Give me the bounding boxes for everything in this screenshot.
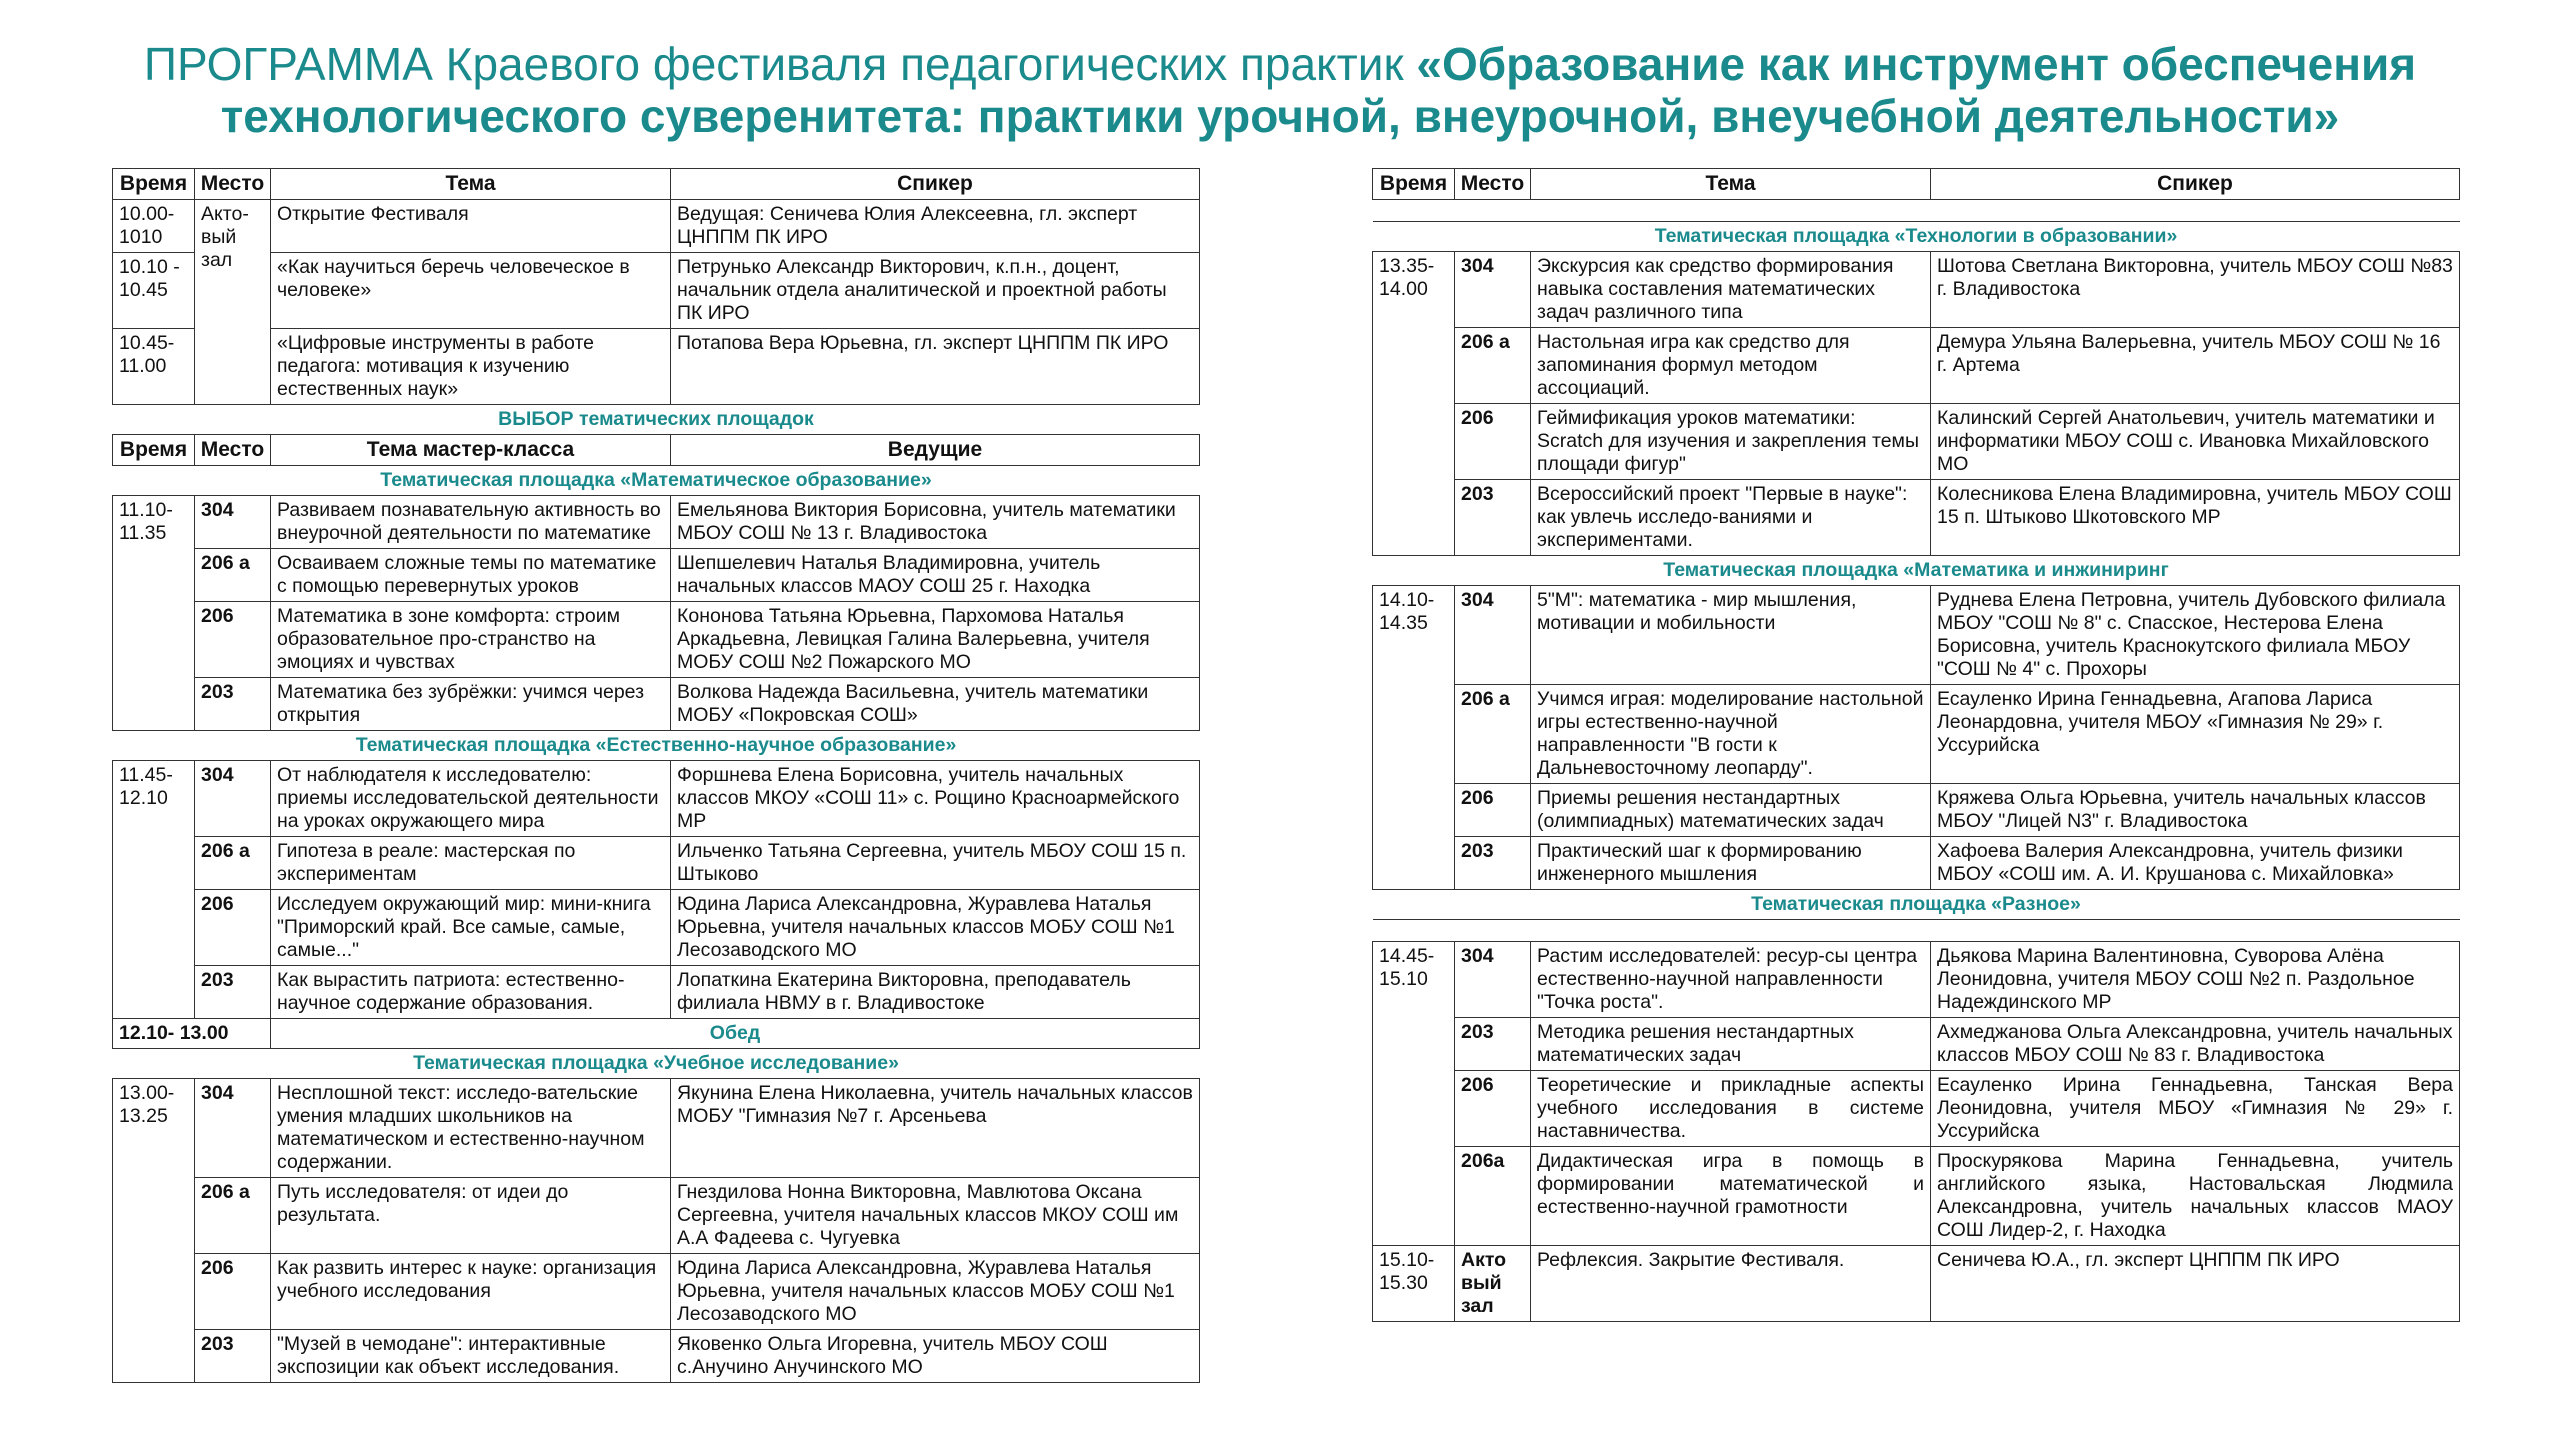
table-row xyxy=(1373,586,2460,685)
speaker-cell: Яковенко Ольга Игоревна, учитель МБОУ СОШ с.Анучино Анучинского МО xyxy=(671,1330,1200,1383)
table-row xyxy=(113,761,1200,837)
time-cell: 11.10-11.35 xyxy=(113,496,195,731)
section-title-research: Тематическая площадка «Учебное исследование» xyxy=(113,1049,1200,1079)
speaker-cell: Волкова Надежда Васильевна, учитель математики МОБУ «Покровская СОШ» xyxy=(671,678,1200,731)
place-cell: 206 а xyxy=(195,837,271,890)
speaker-cell: Есауленко Ирина Геннадьевна, Агапова Лариса Леонардовна, учителя МБОУ «Гимназия № 29» г. Уссурийска xyxy=(1931,685,2460,784)
table-row xyxy=(1373,837,2460,890)
speaker-cell: Якунина Елена Николаевна, учитель начальных классов МОБУ "Гимназия №7 г. Арсеньева xyxy=(671,1079,1200,1178)
time-cell: 11.45-12.10 xyxy=(113,761,195,1019)
topic-cell: Дидактическая игра в помощь в формировании математической и естественно-научной грамотности xyxy=(1531,1147,1931,1246)
topic-cell: Исследуем окружающий мир: мини-книга "Приморский край. Все самые, самые, самые..." xyxy=(271,890,671,966)
time-cell: 15.10-15.30 xyxy=(1373,1246,1455,1322)
place-cell: 206 xyxy=(195,1254,271,1330)
topic-cell: Осваиваем сложные темы по математике с помощью перевернутых уроков xyxy=(271,549,671,602)
place-cell: 203 xyxy=(195,678,271,731)
topic-cell: Как развить интерес к науке: организация учебного исследования xyxy=(271,1254,671,1330)
topic-cell: Экскурсия как средство формирования навыка составления математических задач различного типа xyxy=(1531,252,1931,328)
topic-cell: Математика без зубрёжки: учимся через открытия xyxy=(271,678,671,731)
topic-cell: Развиваем познавательную активность во внеурочной деятельности по математике xyxy=(271,496,671,549)
speaker-cell: Юдина Лариса Александровна, Журавлева Наталья Юрьевна, учителя начальных классов МОБУ СОШ №1 Лесозаводского МО xyxy=(671,890,1200,966)
place-cell: 206 а xyxy=(195,549,271,602)
header-row xyxy=(113,169,1200,200)
speaker-cell: Петрунько Александр Викторович, к.п.н., доцент, начальник отдела аналитической и проектной работы ПК ИРО xyxy=(671,253,1200,329)
table-row xyxy=(1373,1147,2460,1246)
place-cell: 206 xyxy=(195,890,271,966)
header-place: Место xyxy=(195,435,271,466)
header-speaker: Спикер xyxy=(671,169,1200,200)
speaker-cell: Калинский Сергей Анатольевич, учитель математики и информатики МБОУ СОШ с. Ивановка Михайловского МО xyxy=(1931,404,2460,480)
time-cell: 10.45-11.00 xyxy=(113,329,195,405)
topic-cell: Всероссийский проект "Первые в науке": как увлечь исследо-ваниями и экспериментами. xyxy=(1531,480,1931,556)
table-row xyxy=(1373,480,2460,556)
masterclass-header-row xyxy=(113,435,1200,466)
place-cell: 206 xyxy=(1455,784,1531,837)
speaker-cell: Форшнева Елена Борисовна, учитель начальных классов МКОУ «СОШ 11» с. Рощино Красноармейского МР xyxy=(671,761,1200,837)
place-cell: 206 xyxy=(1455,1071,1531,1147)
header-mk-topic: Тема мастер-класса xyxy=(271,435,671,466)
table-row xyxy=(113,253,1200,329)
time-cell: 14.10-14.35 xyxy=(1373,586,1455,890)
time-cell: 13.00-13.25 xyxy=(113,1079,195,1383)
speaker-cell: Хафоева Валерия Александровна, учитель физики МБОУ «СОШ им. А. И. Крушанова с. Михайловка» xyxy=(1931,837,2460,890)
place-cell: 206 xyxy=(195,602,271,678)
header-place: Место xyxy=(1455,169,1531,200)
table-row xyxy=(113,1254,1200,1330)
section-title-engineering: Тематическая площадка «Математика и инжиниринг xyxy=(1373,556,2460,586)
table-row xyxy=(1373,1018,2460,1071)
place-cell: Акто-вый зал xyxy=(195,200,271,405)
place-cell: Акто вый зал xyxy=(1455,1246,1531,1322)
speaker-cell: Ведущая: Сеничева Юлия Алексеевна, гл. эксперт ЦНППМ ПК ИРО xyxy=(671,200,1200,253)
lunch-label: Обед xyxy=(271,1019,1200,1049)
header-mk-leads: Ведущие xyxy=(671,435,1200,466)
place-cell: 203 xyxy=(1455,837,1531,890)
speaker-cell: Ахмеджанова Ольга Александровна, учитель начальных классов МБОУ СОШ № 83 г. Владивостока xyxy=(1931,1018,2460,1071)
speaker-cell: Ильченко Татьяна Сергеевна, учитель МБОУ СОШ 15 п. Штыково xyxy=(671,837,1200,890)
header-time: Время xyxy=(1373,169,1455,200)
lunch-row xyxy=(113,1019,1200,1049)
header-topic: Тема xyxy=(271,169,671,200)
table-row xyxy=(113,837,1200,890)
topic-cell: «Цифровые инструменты в работе педагога: мотивация к изучению естественных наук» xyxy=(271,329,671,405)
topic-cell: Учимся играя: моделирование настольной игры естественно-научной направленности "В гости к Дальневосточному леопарду". xyxy=(1531,685,1931,784)
speaker-cell: Шотова Светлана Викторовна, учитель МБОУ СОШ №83 г. Владивостока xyxy=(1931,252,2460,328)
topic-cell: Растим исследователей: ресур-сы центра естественно-научной направленности "Точка роста". xyxy=(1531,942,1931,1018)
table-row xyxy=(113,678,1200,731)
place-cell: 206 а xyxy=(195,1178,271,1254)
table-row xyxy=(1373,252,2460,328)
speaker-cell: Гнездилова Нонна Викторовна, Мавлютова Оксана Сергеевна, учителя начальных классов МКОУ СОШ им А.А Фадеева с. Чугуевка xyxy=(671,1178,1200,1254)
table-row xyxy=(113,966,1200,1019)
place-cell: 304 xyxy=(1455,586,1531,685)
table-row xyxy=(113,890,1200,966)
header-row xyxy=(1373,169,2460,200)
left-schedule xyxy=(112,168,1200,1383)
speaker-cell: Дьякова Марина Валентиновна, Суворова Алёна Леонидовна, учителя МБОУ СОШ №2 п. Раздольное Надеждинского МР xyxy=(1931,942,2460,1018)
table-row xyxy=(113,1079,1200,1178)
topic-cell: Несплошной текст: исследо-вательские умения младших школьников на математическом и естественно-научном содержании. xyxy=(271,1079,671,1178)
table-row xyxy=(113,496,1200,549)
page-title xyxy=(0,38,2560,142)
table-row xyxy=(113,200,1200,253)
lunch-time: 12.10- 13.00 xyxy=(113,1019,271,1049)
time-cell: 14.45-15.10 xyxy=(1373,942,1455,1246)
topic-cell: "Музей в чемодане": интерактивные экспозиции как объект исследования. xyxy=(271,1330,671,1383)
speaker-cell: Емельянова Виктория Борисовна, учитель математики МБОУ СОШ № 13 г. Владивостока xyxy=(671,496,1200,549)
place-cell: 206а xyxy=(1455,1147,1531,1246)
speaker-cell: Колесникова Елена Владимировна, учитель МБОУ СОШ 15 п. Штыково Шкотовского МР xyxy=(1931,480,2460,556)
topic-cell: Гипотеза в реале: мастерская по экспериментам xyxy=(271,837,671,890)
section-title-choice: ВЫБОР тематических площадок xyxy=(113,405,1200,435)
section-title-tech: Тематическая площадка «Технологии в образовании» xyxy=(1373,222,2460,252)
section-title-science: Тематическая площадка «Естественно-научное образование» xyxy=(113,731,1200,761)
place-cell: 203 xyxy=(195,1330,271,1383)
topic-cell: Открытие Фестиваля xyxy=(271,200,671,253)
table-row xyxy=(113,602,1200,678)
place-cell: 203 xyxy=(195,966,271,1019)
topic-cell: «Как научиться беречь человеческое в человеке» xyxy=(271,253,671,329)
speaker-cell: Руднева Елена Петровна, учитель Дубовского филиала МБОУ "СОШ № 8" с. Спасское, Нестерова Елена Борисовна, учитель Краснокутского филиала МБОУ "СОШ № 4" с. Прохоры xyxy=(1931,586,2460,685)
speaker-cell: Кряжева Ольга Юрьевна, учитель начальных классов МБОУ "Лицей N3" г. Владивостока xyxy=(1931,784,2460,837)
topic-cell: Путь исследователя: от идеи до результата. xyxy=(271,1178,671,1254)
right-schedule xyxy=(1372,168,2460,1322)
header-topic: Тема xyxy=(1531,169,1931,200)
table-row xyxy=(113,1330,1200,1383)
table-row xyxy=(1373,942,2460,1018)
topic-cell: Теоретические и прикладные аспекты учебного исследования в системе наставничества. xyxy=(1531,1071,1931,1147)
title-bold: «Образование как инструмент обеспечения технологического суверенитета: практики урочной, внеурочной, внеучебной деятельности» xyxy=(220,38,2417,142)
place-cell: 304 xyxy=(1455,252,1531,328)
topic-cell: Настольная игра как средство для запоминания формул методом ассоциаций. xyxy=(1531,328,1931,404)
time-cell: 10.10 - 10.45 xyxy=(113,253,195,329)
speaker-cell: Лопаткина Екатерина Викторовна, преподаватель филиала НВМУ в г. Владивостоке xyxy=(671,966,1200,1019)
speaker-cell: Демура Ульяна Валерьевна, учитель МБОУ СОШ № 16 г. Артема xyxy=(1931,328,2460,404)
section-title-math: Тематическая площадка «Математическое образование» xyxy=(113,466,1200,496)
table-row xyxy=(113,329,1200,405)
table-row xyxy=(113,1178,1200,1254)
place-cell: 203 xyxy=(1455,480,1531,556)
speaker-cell: Потапова Вера Юрьевна, гл. эксперт ЦНППМ ПК ИРО xyxy=(671,329,1200,405)
speaker-cell: Юдина Лариса Александровна, Журавлева Наталья Юрьевна, учителя начальных классов МОБУ СОШ №1 Лесозаводского МО xyxy=(671,1254,1200,1330)
left-schedule-table xyxy=(112,168,1200,1383)
speaker-cell: Есауленко Ирина Геннадьевна, Танская Вера Леонидовна, учителя МБОУ «Гимназия № 29» г. Уссурийска xyxy=(1931,1071,2460,1147)
place-cell: 304 xyxy=(195,761,271,837)
place-cell: 206 а xyxy=(1455,328,1531,404)
speaker-cell: Сеничева Ю.А., гл. эксперт ЦНППМ ПК ИРО xyxy=(1931,1246,2460,1322)
table-row xyxy=(1373,328,2460,404)
table-row xyxy=(1373,685,2460,784)
time-cell: 13.35-14.00 xyxy=(1373,252,1455,556)
header-speaker: Спикер xyxy=(1931,169,2460,200)
place-cell: 304 xyxy=(195,496,271,549)
topic-cell: Рефлексия. Закрытие Фестиваля. xyxy=(1531,1246,1931,1322)
place-cell: 206 а xyxy=(1455,685,1531,784)
topic-cell: 5"М": математика - мир мышления, мотивации и мобильности xyxy=(1531,586,1931,685)
topic-cell: Практический шаг к формированию инженерного мышления xyxy=(1531,837,1931,890)
section-title-misc: Тематическая площадка «Разное» xyxy=(1373,890,2460,920)
place-cell: 206 xyxy=(1455,404,1531,480)
header-time: Время xyxy=(113,169,195,200)
speaker-cell: Шепшелевич Наталья Владимировна, учитель начальных классов МАОУ СОШ 25 г. Находка xyxy=(671,549,1200,602)
topic-cell: Как вырастить патриота: естественно-научное содержание образования. xyxy=(271,966,671,1019)
table-row xyxy=(1373,784,2460,837)
title-prefix: ПРОГРАММА Краевого фестиваля педагогических практик xyxy=(143,38,1417,90)
table-row xyxy=(1373,404,2460,480)
table-row xyxy=(1373,1071,2460,1147)
topic-cell: Геймификация уроков математики: Scratch для изучения и закрепления темы площади фигур" xyxy=(1531,404,1931,480)
table-row xyxy=(113,549,1200,602)
place-cell: 203 xyxy=(1455,1018,1531,1071)
header-place: Место xyxy=(195,169,271,200)
closing-row xyxy=(1373,1246,2460,1322)
topic-cell: От наблюдателя к исследователю: приемы исследовательской деятельности на уроках окружающего мира xyxy=(271,761,671,837)
right-schedule-table xyxy=(1372,168,2460,1322)
speaker-cell: Проскурякова Марина Геннадьевна, учитель английского языка, Настовальская Людмила Александровна, учитель начальных классов МАОУ СОШ Лидер-2, г. Находка xyxy=(1931,1147,2460,1246)
topic-cell: Приемы решения нестандартных (олимпиадных) математических задач xyxy=(1531,784,1931,837)
header-time: Время xyxy=(113,435,195,466)
place-cell: 304 xyxy=(1455,942,1531,1018)
topic-cell: Методика решения нестандартных математических задач xyxy=(1531,1018,1931,1071)
place-cell: 304 xyxy=(195,1079,271,1178)
speaker-cell: Кононова Татьяна Юрьевна, Пархомова Наталья Аркадьевна, Левицкая Галина Валерьевна, учителя МОБУ СОШ №2 Пожарского МО xyxy=(671,602,1200,678)
topic-cell: Математика в зоне комфорта: строим образовательное про-странство на эмоциях и чувствах xyxy=(271,602,671,678)
time-cell: 10.00-1010 xyxy=(113,200,195,253)
